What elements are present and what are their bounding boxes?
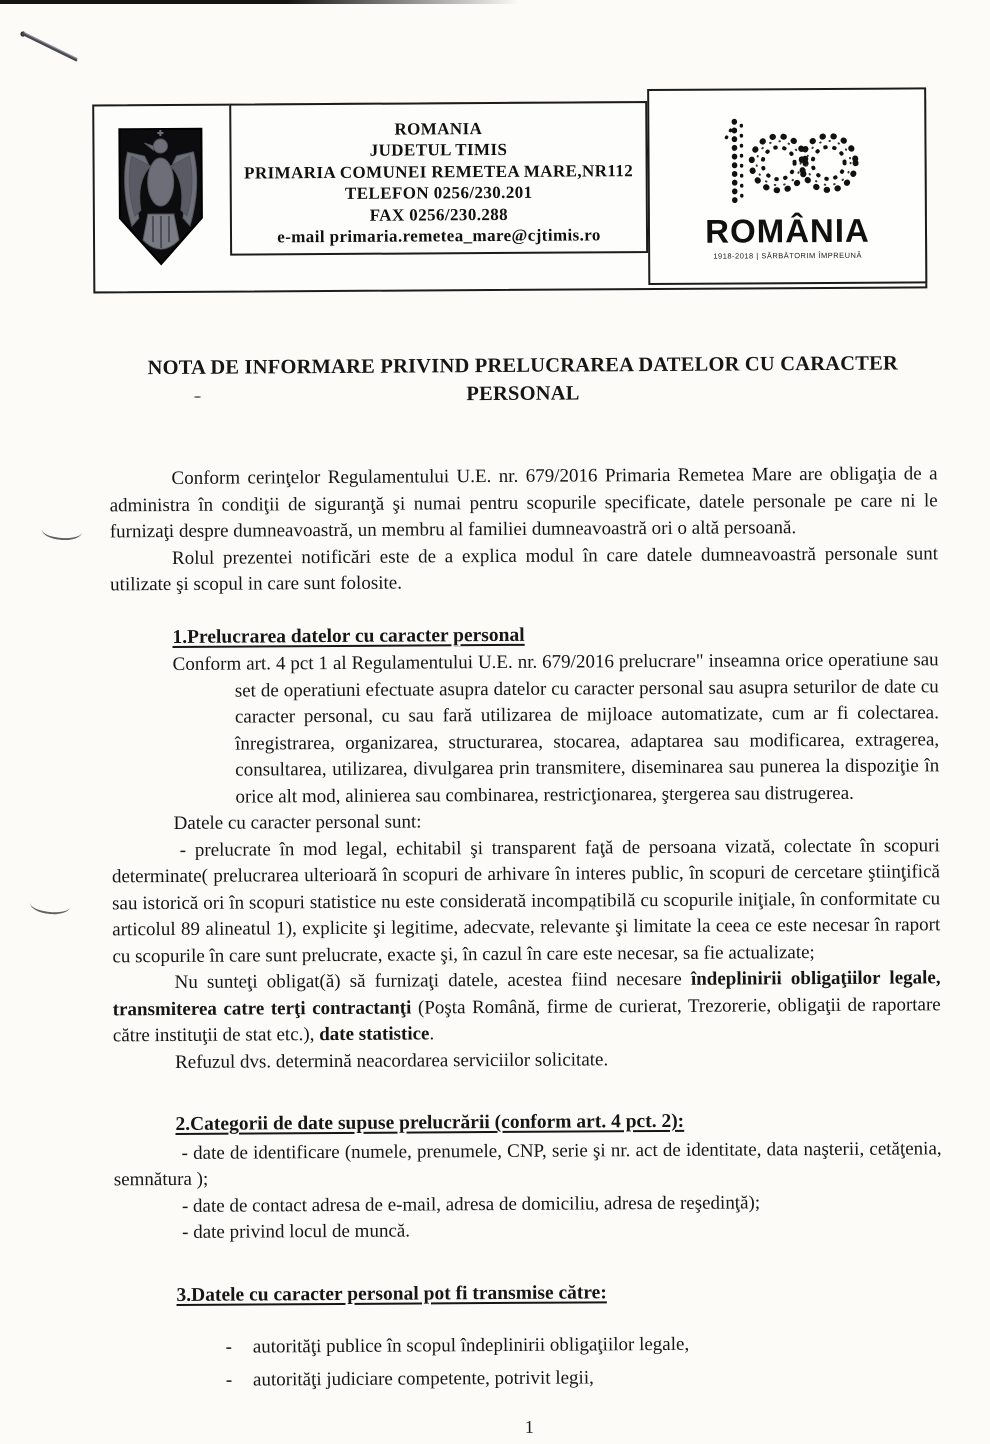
intro-paragraph-2: Rolul prezentei notificări este de a explica modul în care datele dumneavoastră personale sunt utilizate şi scopul in care sunt folosite. bbox=[110, 541, 938, 599]
section3-item-judicial-authorities bbox=[115, 1363, 943, 1395]
obligations-seg1: Nu sunteţi obligat(ă) să furnizaţi datele, acestea fiind necesare bbox=[175, 969, 691, 993]
section2-heading: 2.Categorii de date supuse prelucrării (conform art. 4 pct. 2): bbox=[175, 1107, 941, 1138]
section1-data-intro: Datele cu caracter personal sunt: bbox=[112, 806, 940, 838]
letterhead bbox=[92, 99, 927, 293]
dash-bullet: - bbox=[205, 1334, 253, 1361]
section1-heading: 1.Prelucrarea datelor cu caracter personal bbox=[172, 620, 938, 651]
org-identification-block bbox=[229, 101, 648, 256]
page-number: 1 bbox=[115, 1411, 943, 1443]
section1-paragraph-1-text: Conform art. 4 pct 1 al Regulamentului U.E. nr. 679/2016 prelucrare" inseamna orice operatiune sau set de operatiuni efectuate asupra datelor cu caracter personal sau asupra seturilor de date cu caracter personal, cu sau fară utilizarea de mijloace automatizate, cum ar fi colectarea. înregistrarea, organizarea, structurarea, stocarea, adaptarea sau modificarea, extragerea, consultarea, utilizarea, divulgarea prin transmitere, diseminarea sau punerea la dispoziţie în orice alt mod, alinierea sau combinarea, restricţionarea, ştergerea sau distrugerea. bbox=[173, 649, 940, 807]
section1-bullet-processing: - prelucrate în mod legal, echitabil şi transparent faţă de persoana vizată, colectate în scopuri determinate( prelucrarea ulterioară în scopuri de arhivare în interes public, în scopuri de cercetare ştiinţifică sau istorică ori în scopuri statistice nu este considerată incompatibilă cu scopurile iniţiale, în conformitate cu articolul 89 alineatul 1), explicite şi legitime, adecvate, relevante şi limitate la ceea ce este necesar în raport cu scopurile în care sunt prelucrate, exacte şi, în cazul în care este necesar, sa fie actualizate; bbox=[112, 833, 941, 971]
org-email: e-mail primaria.remetea_mare@cjtimis.ro bbox=[277, 224, 601, 247]
section2-item-identification: - date de identificare (numele, prenumele, CNP, serie şi nr. act de identitate, data naşterii, cetăţenia, semnătura ); bbox=[114, 1136, 942, 1194]
centenary-tagline: 1918-2018 | SĂRBĂTORIM ÎMPREUNĂ bbox=[713, 250, 862, 260]
section3-item-text: autorităţi judiciare competente, potrivit legii, bbox=[253, 1365, 594, 1394]
obligations-seg2-bold: îndeplinirii obligaţiilor legale, transmiterea catre terţi contractanţi bbox=[113, 967, 941, 1020]
obligations-seg5: . bbox=[429, 1023, 434, 1044]
intro-paragraph-1: Conform cerinţelor Regulamentului U.E. nr. 679/2016 Primaria Remetea Mare are obligaţia de a administra în condiţii de siguranţă şi numai pentru scopurile specificate, datele personale pe care ni le furnizaţi despre dumneavoastră, un membru al familiei dumneavoastră ori o altă persoană. bbox=[109, 461, 937, 546]
centenary-country-label: ROMÂNIA bbox=[705, 214, 870, 247]
document-title-line2: PERSONAL bbox=[109, 377, 937, 410]
dash-bullet: - bbox=[205, 1367, 253, 1394]
section1-refusal-note: Refuzul dvs. determină neacordarea serviciilor solicitate. bbox=[113, 1045, 941, 1077]
obligations-seg4-bold: date statistice bbox=[319, 1023, 429, 1045]
centenary-100-icon bbox=[712, 112, 863, 213]
section2-item-workplace: - date privind locul de muncă. bbox=[114, 1215, 942, 1247]
document-body bbox=[109, 349, 944, 1443]
section1-obligations-paragraph bbox=[112, 965, 940, 1050]
section3-item-public-authorities bbox=[115, 1330, 943, 1362]
section1-paragraph-1 bbox=[173, 647, 940, 811]
section3-item-text: autorităţi publice în scopul îndeplinirii obligaţiilor legale, bbox=[253, 1332, 690, 1361]
centenary-logo-cell bbox=[647, 87, 927, 285]
romania-coat-of-arms-icon bbox=[114, 126, 207, 269]
obligations-seg3: (Poşta Română, firme de curierat, Trezorerie, obligaţii de raportare către instituţii de stat etc.), bbox=[113, 994, 941, 1047]
org-phone: TELEFON 0256/230.201 bbox=[345, 182, 533, 205]
document-title bbox=[109, 349, 937, 410]
coat-of-arms-cell bbox=[94, 106, 232, 292]
org-county: JUDETUL TIMIS bbox=[370, 139, 508, 161]
section3-heading: 3.Datele cu caracter personal pot fi transmise către: bbox=[176, 1278, 942, 1309]
document-title-line1: NOTA DE INFORMARE PRIVIND PRELUCRAREA DATELOR CU CARACTER bbox=[109, 349, 937, 382]
org-country: ROMANIA bbox=[394, 118, 482, 140]
intro-block bbox=[109, 461, 938, 599]
section2-item-contact: - date de contact adresa de e-mail, adresa de domiciliu, adresa de reşedinţă); bbox=[114, 1189, 942, 1221]
org-fax: FAX 0256/230.288 bbox=[370, 203, 508, 225]
org-name: PRIMARIA COMUNEI REMETEA MARE,NR112 bbox=[244, 160, 633, 184]
